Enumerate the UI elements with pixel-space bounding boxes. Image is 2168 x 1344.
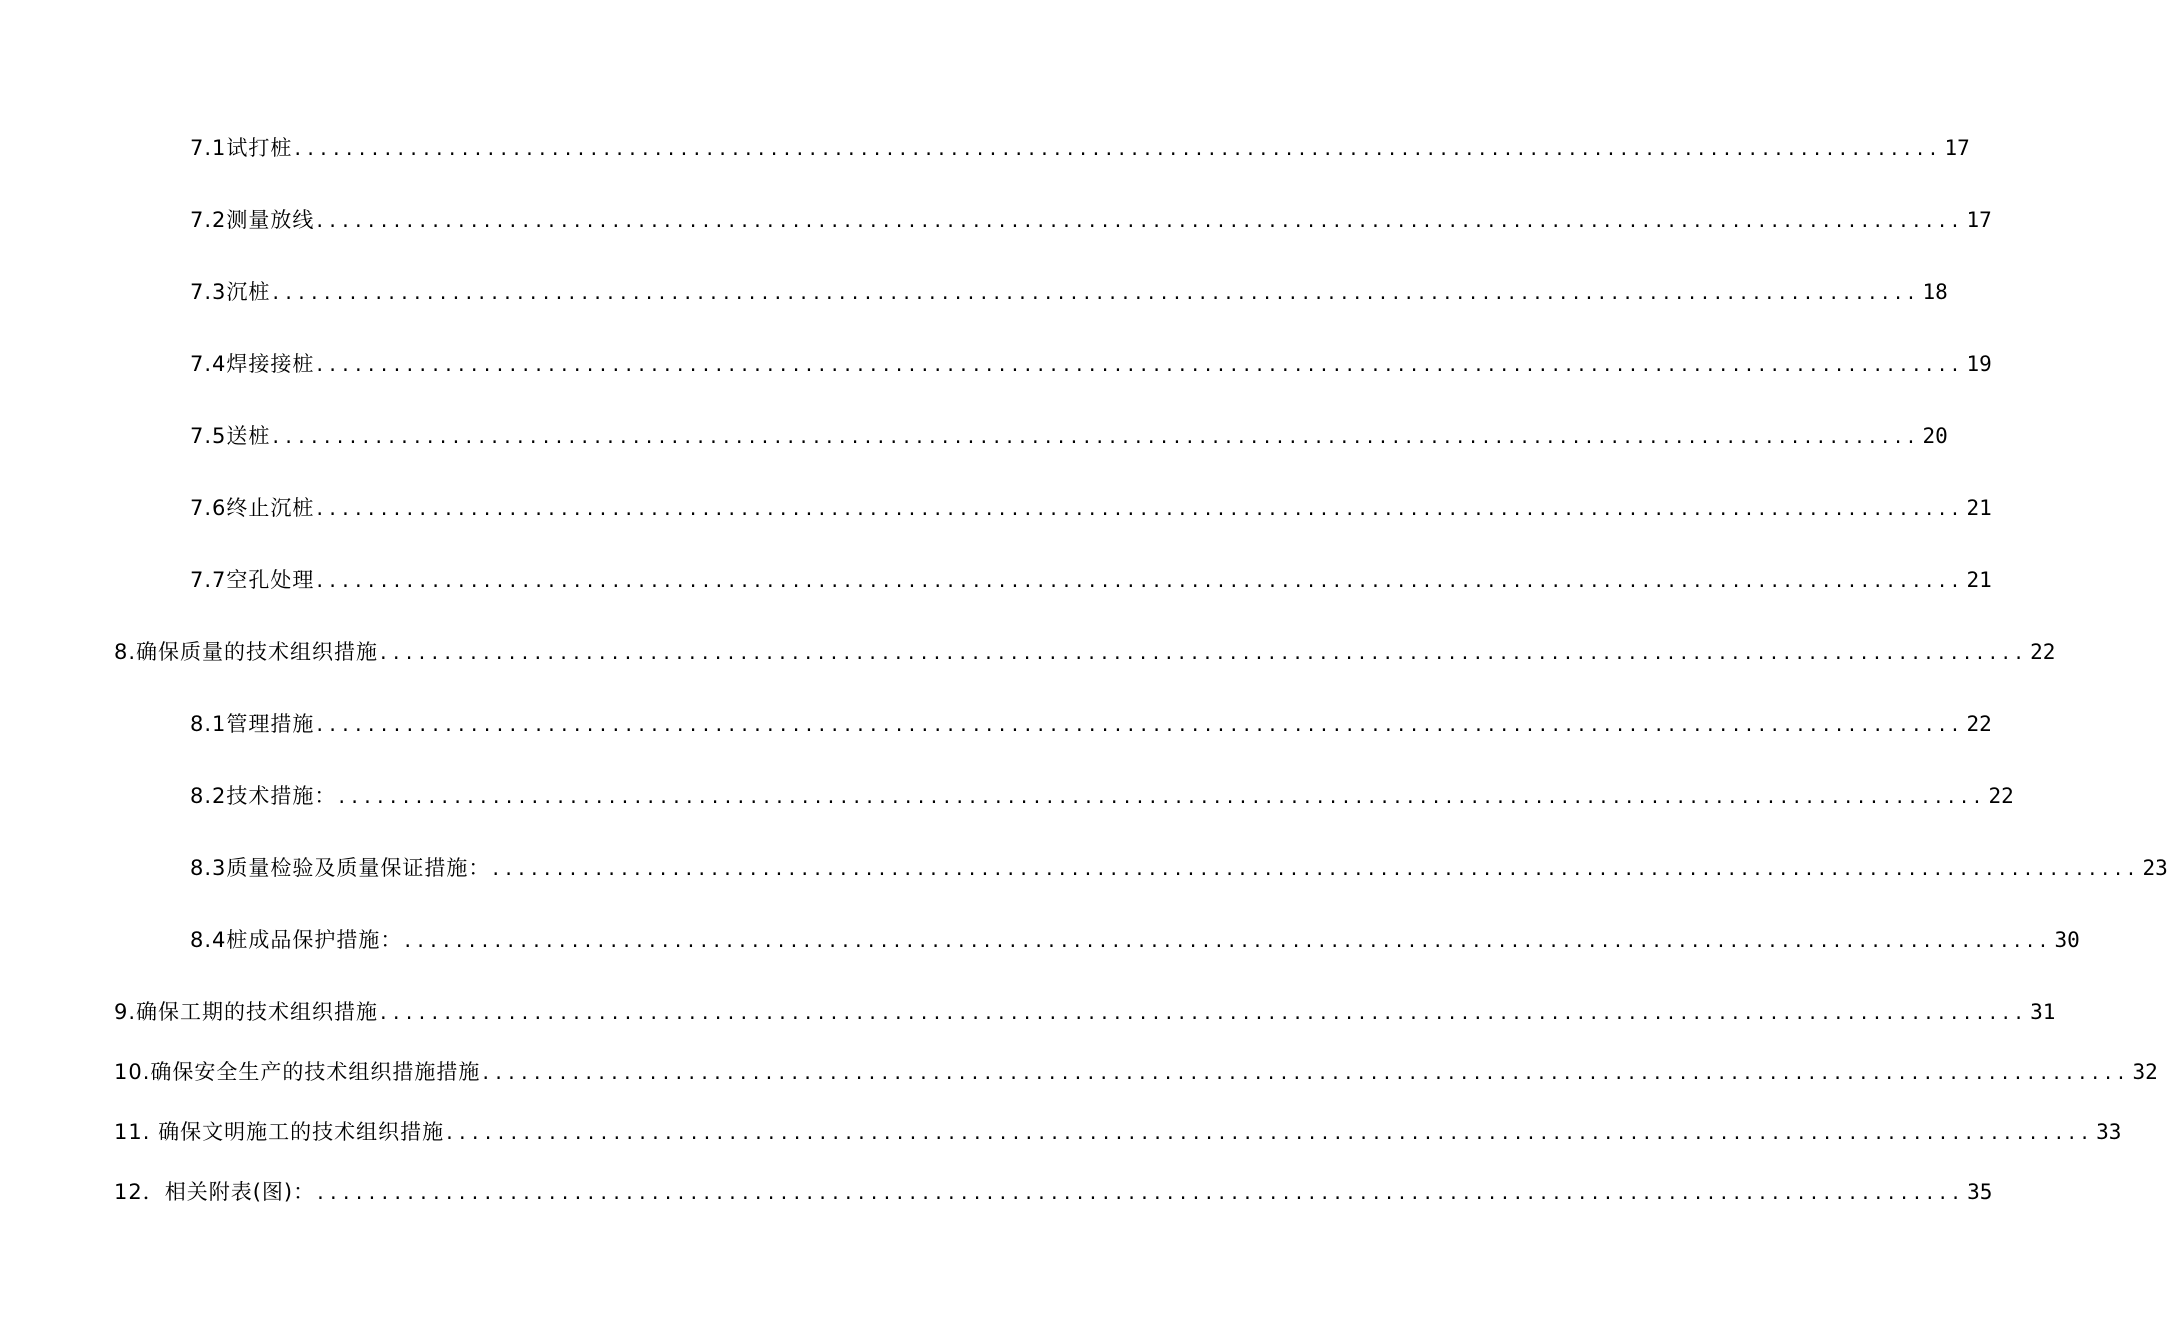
- toc-entry-page: 21: [1966, 568, 1992, 592]
- toc-entry[interactable]: [114, 637, 2056, 667]
- toc-entry-label: 7.3沉桩: [190, 280, 271, 304]
- toc-entry-label: 8.4桩成品保护措施：: [190, 928, 403, 952]
- dot-leader: ................................................................................................................................: [316, 712, 1965, 736]
- toc-entry-label: 10.确保安全生产的技术组织措施措施: [114, 1060, 481, 1084]
- toc-entry-label: 11. 确保文明施工的技术组织措施: [114, 1120, 445, 1144]
- dot-leader: ................................................................................................................................: [380, 640, 2029, 664]
- toc-entry-page: 17: [1966, 208, 1992, 232]
- toc-entry-label: 7.4焊接接桩: [190, 352, 315, 376]
- toc-entry[interactable]: [114, 1057, 2158, 1087]
- toc-entry-page: 35: [1967, 1180, 1993, 1204]
- toc-entry-label: 8.确保质量的技术组织措施: [114, 640, 379, 664]
- dot-leader: ................................................................................................................................: [272, 280, 1921, 304]
- toc-entry-label: 7.5送桩: [190, 424, 271, 448]
- dot-leader: ................................................................................................................................: [294, 136, 1943, 160]
- dot-leader: ................................................................................................................................: [316, 352, 1965, 376]
- toc-entry[interactable]: [190, 205, 1992, 235]
- toc-entry[interactable]: [190, 493, 1992, 523]
- toc-entry[interactable]: [190, 781, 2014, 811]
- toc-entry[interactable]: [190, 349, 1992, 379]
- toc-entry[interactable]: [114, 1117, 2122, 1147]
- toc-entry-page: 22: [2030, 640, 2056, 664]
- toc-entry-page: 23: [2142, 856, 2168, 880]
- toc-entry[interactable]: [190, 421, 1948, 451]
- dot-leader: ................................................................................................................................: [338, 784, 1987, 808]
- toc-entry-page: 18: [1922, 280, 1948, 304]
- toc-entry-label: 7.2测量放线: [190, 208, 315, 232]
- toc-entry[interactable]: [114, 1177, 1993, 1207]
- toc-entry-label: 8.3质量检验及质量保证措施：: [190, 856, 491, 880]
- toc-entry-label: 7.1试打桩: [190, 136, 293, 160]
- toc-entry-label: 8.1管理措施: [190, 712, 315, 736]
- toc-entry[interactable]: [190, 565, 1992, 595]
- dot-leader: ................................................................................................................................: [482, 1060, 2131, 1084]
- toc-entry[interactable]: [190, 133, 1970, 163]
- toc-entry[interactable]: [190, 925, 2080, 955]
- toc-entry-label: 8.2技术措施：: [190, 784, 337, 808]
- dot-leader: ................................................................................................................................: [316, 208, 1965, 232]
- dot-leader: ................................................................................................................................: [380, 1000, 2029, 1024]
- toc-entry[interactable]: [190, 709, 1992, 739]
- dot-leader: ................................................................................................................................: [446, 1120, 2095, 1144]
- toc-entry[interactable]: [190, 277, 1948, 307]
- toc-entry-label: 12．相关附表(图)：: [114, 1180, 316, 1204]
- toc-entry-label: 9.确保工期的技术组织措施: [114, 1000, 379, 1024]
- toc-entry-page: 17: [1944, 136, 1970, 160]
- dot-leader: ................................................................................................................................: [404, 928, 2053, 952]
- toc-entry-page: 32: [2132, 1060, 2158, 1084]
- toc-entry-page: 22: [1966, 712, 1992, 736]
- toc-entry-page: 20: [1922, 424, 1948, 448]
- toc-entry-page: 30: [2054, 928, 2080, 952]
- toc-entry-label: 7.7空孔处理: [190, 568, 315, 592]
- toc-entry-page: 33: [2096, 1120, 2122, 1144]
- dot-leader: ................................................................................................................................: [317, 1180, 1966, 1204]
- dot-leader: ................................................................................................................................: [272, 424, 1921, 448]
- dot-leader: ................................................................................................................................: [316, 496, 1965, 520]
- toc-entry-page: 21: [1966, 496, 1992, 520]
- dot-leader: ................................................................................................................................: [316, 568, 1965, 592]
- toc-entry-page: 19: [1966, 352, 1992, 376]
- toc-entry[interactable]: [190, 853, 2168, 883]
- toc-entry-label: 7.6终止沉桩: [190, 496, 315, 520]
- toc-entry[interactable]: [114, 997, 2056, 1027]
- toc-entry-page: 22: [1988, 784, 2014, 808]
- dot-leader: ................................................................................................................................: [492, 856, 2141, 880]
- toc-entry-page: 31: [2030, 1000, 2056, 1024]
